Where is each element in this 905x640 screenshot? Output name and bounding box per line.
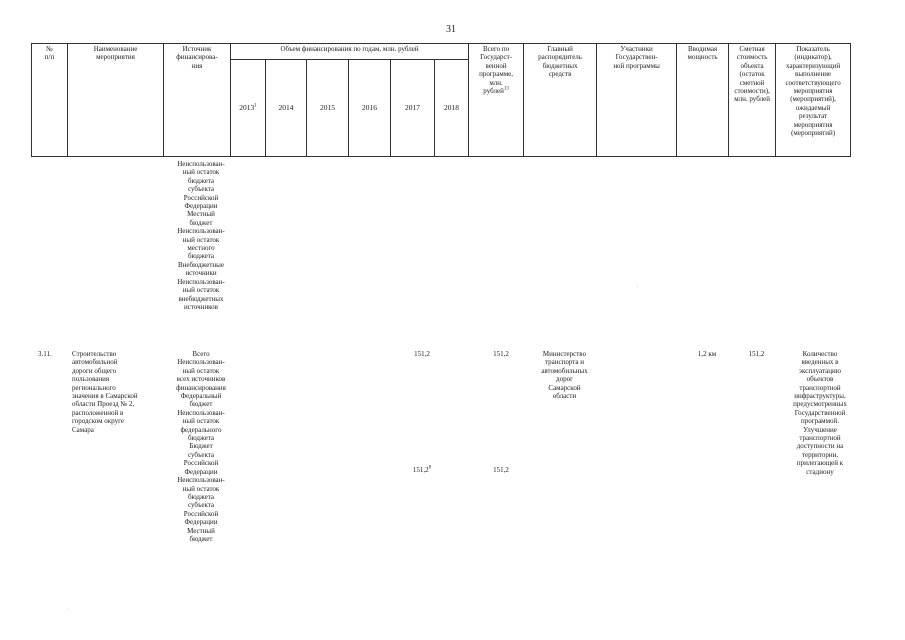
item-2017-total: 151,2 (414, 350, 430, 358)
col-participants-header: Участники Государствен- ной программы (597, 44, 677, 157)
col-total-header (469, 44, 524, 157)
item-number: 3.11. (38, 350, 52, 358)
col-capacity-header: Вводимая мощность (677, 44, 729, 157)
continuation-sources: Неиспользован- ный остаток бюджета субъекта Российской Федерации Местный бюджет Неиспользован- ный остаток местного бюджета Внебюджетные источники Неиспользован- ный остаток внебюджетных источников (177, 160, 225, 311)
col-manager-header: Главный распорядитель бюджетных средств (524, 44, 597, 157)
col-year-2014: 2014 (266, 60, 307, 157)
item-sum-subject: 151,2 (493, 466, 509, 474)
col-estimate-header: Сметная стоимость объекта (остаток сметной стоимости), млн. рублей (729, 44, 776, 157)
item-capacity: 1,2 км (697, 350, 717, 358)
col-sources-header: Источник финансирова- ния (164, 44, 231, 157)
item-indicator: Количество введенных в эксплуатацию объектов транспортной инфраструктуры, предусмотренных Государственной программой. Улучшение транспортной доступности на территории, прилегающей к стадиону (793, 350, 847, 476)
col-year-2015: 2015 (307, 60, 349, 157)
col-name-header: Наименование мероприятия (68, 44, 164, 157)
col-total-footnote: 13 (503, 86, 509, 92)
col-volume-header: Объем финансирования по годам, млн. рублей (231, 44, 469, 60)
item-sources: Всего Неиспользован- ный остаток всех источников финансирования Федеральный бюджет Неиспользован- ный остаток федерального бюджета Бюджет субъекта Российской Федерации Неиспользован- ный остаток бюджета субъекта Российской Федерации Местный бюджет (176, 350, 226, 543)
item-2017-subject-footnote: 8 (428, 465, 432, 471)
col-year-2017: 2017 (391, 60, 435, 157)
col-indicator-header: Показатель (индикатор), характеризующий выполнение соответствующего мероприятия (мероприятий), ожидаемый результат мероприятия (мероприятий) (776, 44, 851, 157)
item-2017-subject-value: 151,2 (412, 466, 429, 474)
item-name: Строительство автомобильной дороги общего пользования регионального значения в Самарской области Проезд № 2, расположенной в городском округе Самара (72, 350, 138, 434)
financing-table-header (31, 43, 851, 157)
year-footnote: 1 (254, 103, 257, 109)
item-manager: Министерство транспорта и автомобильных дорог Самарской области (541, 350, 588, 401)
item-sum-total: 151,2 (493, 350, 509, 358)
col-num-header: № п/п (32, 44, 68, 157)
scan-speck: . (68, 606, 70, 612)
scan-speck: . (637, 283, 639, 289)
page-number: 31 (446, 24, 456, 35)
item-estimate: 151,2 (748, 350, 765, 358)
col-year-2016: 2016 (349, 60, 391, 157)
col-year-2013 (231, 60, 266, 157)
item-2017-subject (401, 466, 443, 474)
year-label: 2013 (239, 103, 255, 113)
col-total-header-text: Всего по Государст- венной программе, млн. рублей (479, 45, 514, 96)
col-year-2018: 2018 (435, 60, 469, 157)
